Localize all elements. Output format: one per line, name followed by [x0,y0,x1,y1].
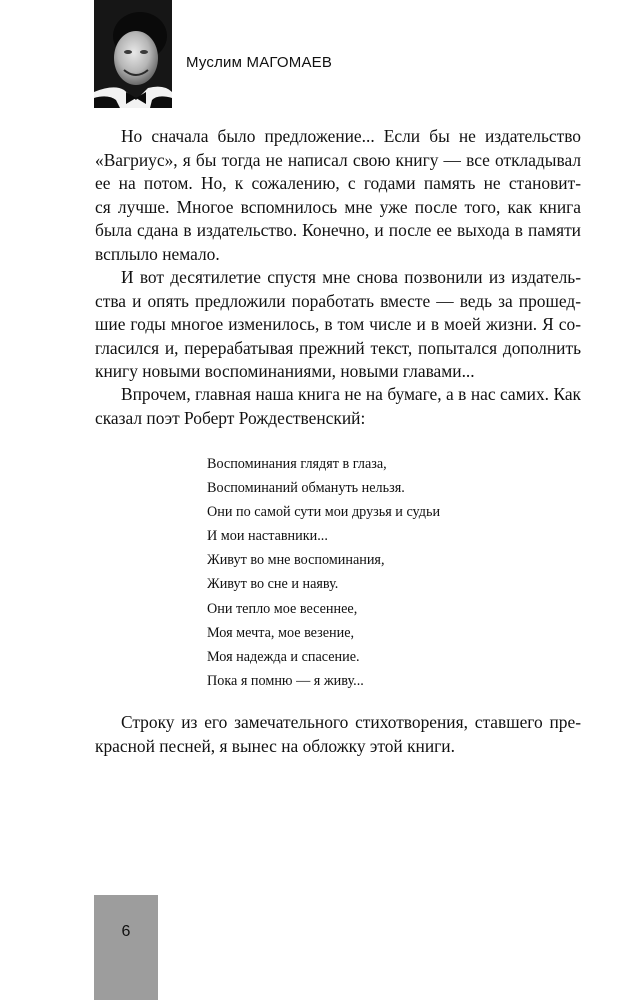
text-line: «Вагриус», я бы тогда не написал свою книгу — все откладывал [95,149,581,170]
text-line: И вот десятилетие спустя мне снова позвонили из издатель- [121,267,581,287]
text-line: ства и опять предложили поработать вместе — ведь за прошед- [95,290,581,311]
text-line: красной песней, я вынес на обложку этой книги. [95,735,455,756]
page-number: 6 [121,923,131,940]
poem-line: И мои наставники... [207,528,328,545]
text-line: ся лучше. Многое вспомнилось мне уже после того, как книга [95,196,581,217]
poem-line: Воспоминания глядят в глаза, [207,456,387,472]
text-line: Но сначала было предложение... Если бы не издательство [121,126,581,146]
text-line: книгу новыми воспоминаниями, новыми главами... [95,361,475,381]
poem-quote [207,452,440,693]
poem-line: Живут во сне и наяву. [207,576,339,593]
text-line: ее на потом. Но, к сожалению, с годами память не становит- [95,173,581,193]
author-portrait [94,0,172,108]
closing-paragraph [95,711,581,758]
poem-line: Живут во мне воспоминания, [207,552,385,569]
text-line: была сдана в издательство. Конечно, и после ее выхода в памяти [95,220,581,240]
portrait-image [94,0,172,108]
text-line: шие годы многое изменилось, в том числе и в моей жизни. Я со- [95,314,581,334]
text-line: сказал поэт Роберт Рождественский: [95,407,366,428]
page-number-tab [94,895,158,1000]
poem-line: Воспоминаний обмануть нельзя. [207,480,405,497]
poem-line: Пока я помню — я живу... [207,672,364,689]
text-line: гласился и, перерабатывая прежний текст, попытался дополнить [95,337,581,358]
poem-line: Моя мечта, мое везение, [207,624,355,641]
poem-line: Моя надежда и спасение. [207,648,360,665]
poem-line: Они тепло мое весеннее, [207,600,358,617]
text-line: Впрочем, главная наша книга не на бумаге, а в нас самих. Как [121,384,581,404]
text-line: Строку из его замечательного стихотворения, ставшего пре- [121,712,581,732]
paragraph-1 [95,125,581,266]
paragraph-2 [95,266,581,384]
text-line: всплыло немало. [95,243,220,264]
paragraph-3 [95,383,581,430]
running-header-author: Муслим МАГОМАЕВ [186,54,333,71]
poem-line: Они по самой сути мои друзья и судьи [207,504,441,521]
